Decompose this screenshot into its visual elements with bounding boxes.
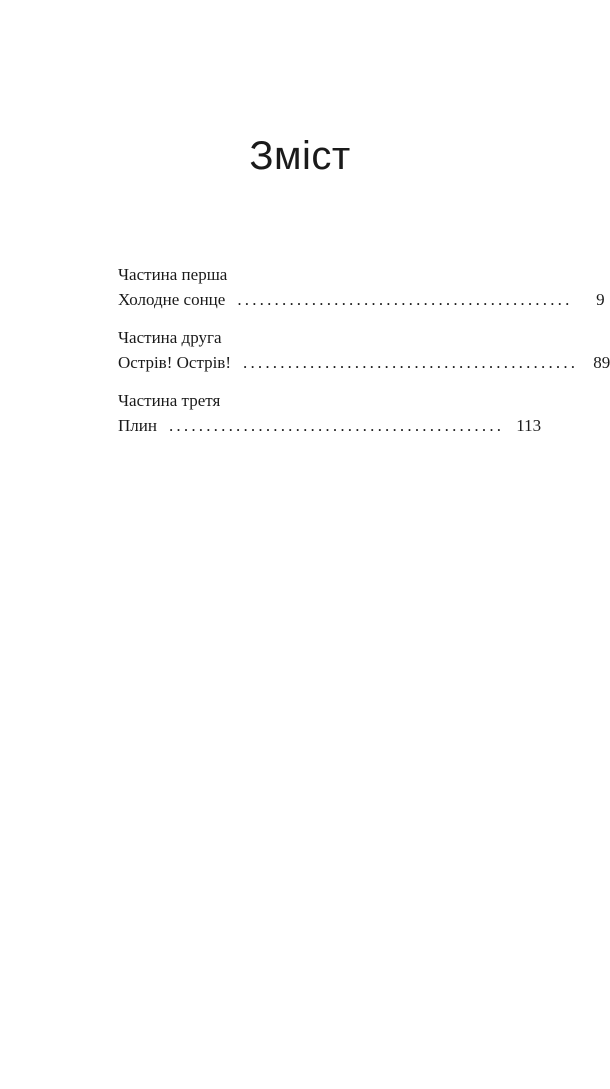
toc-entry	[118, 287, 605, 312]
toc-section	[118, 262, 605, 312]
table-of-contents	[118, 262, 610, 451]
toc-part-label: Частина третя	[118, 391, 221, 410]
toc-entry	[118, 413, 542, 438]
toc-section	[118, 325, 610, 375]
toc-entry	[118, 350, 610, 375]
toc-entry-title: Холодне сонце	[118, 290, 226, 309]
toc-entry-title: Острів! Острів!	[118, 353, 231, 372]
toc-page-number: 89	[593, 353, 610, 372]
toc-page-number: 113	[516, 416, 542, 435]
toc-section	[118, 388, 542, 438]
toc-part-label: Частина друга	[118, 328, 222, 347]
dot-leader: .............................................	[168, 416, 505, 435]
toc-page-number: 9	[596, 290, 605, 309]
page-title: Зміст	[249, 134, 351, 178]
toc-part-label: Частина перша	[118, 265, 228, 284]
dot-leader: .............................................	[237, 290, 573, 309]
dot-leader: .............................................	[243, 353, 579, 372]
toc-entry-title: Плин	[118, 416, 157, 435]
